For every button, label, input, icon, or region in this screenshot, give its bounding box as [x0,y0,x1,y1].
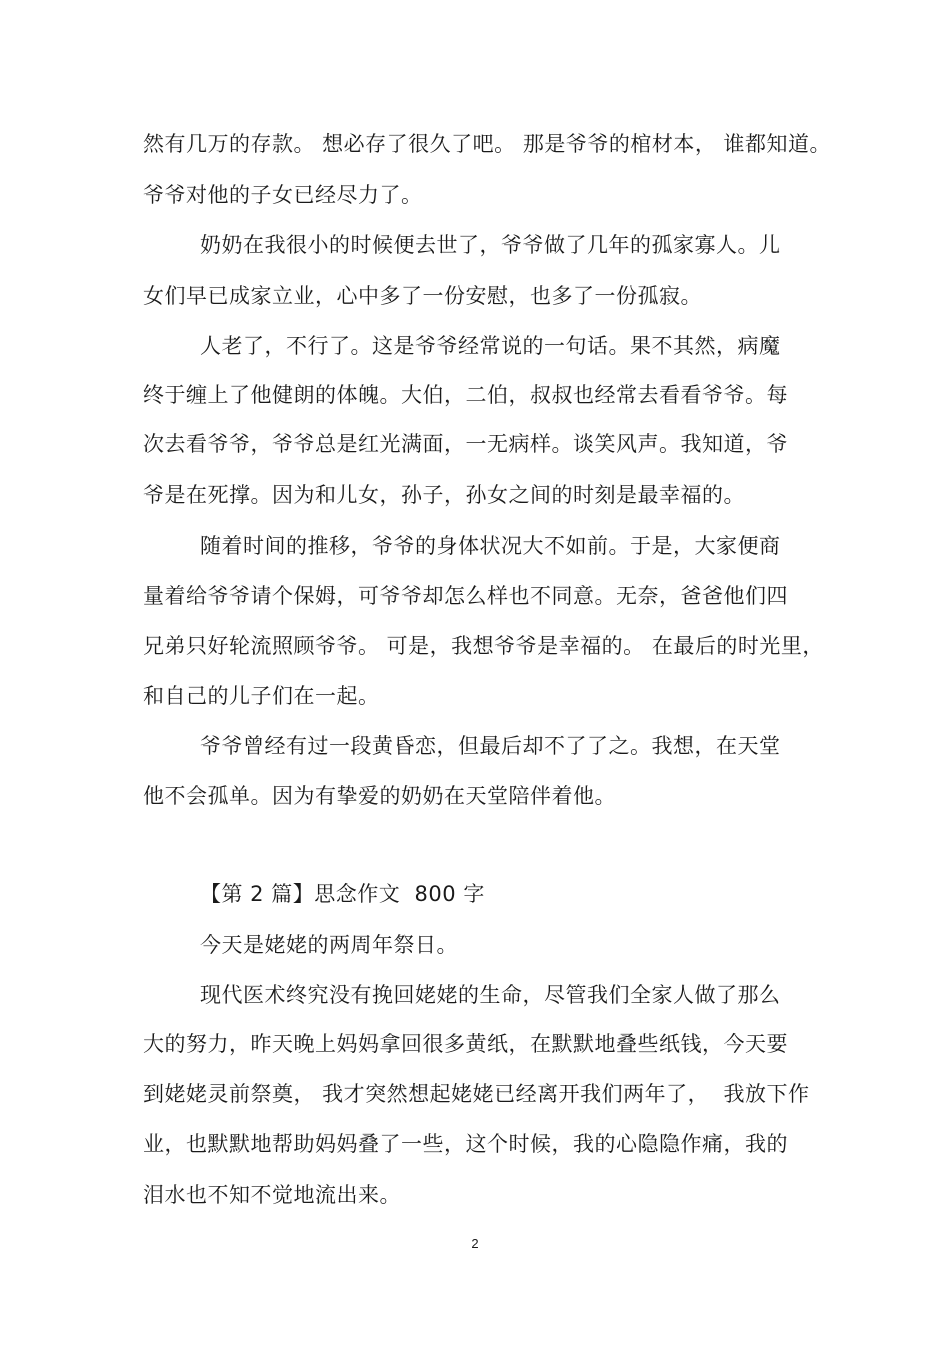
paragraph-3-line-1: 人老了，不行了。这是爷爷经常说的一句话。果不其然，病魔 [200,334,781,358]
page-number: 2 [471,1236,479,1251]
section-paragraph-2-line-5: 泪水也不知不觉地流出来。 [143,1183,401,1207]
section-paragraph-2-line-2: 大的努力，昨天晚上妈妈拿回很多黄纸，在默默地叠些纸钱，今天要 [143,1032,788,1056]
paragraph-2-line-2: 女们早已成家立业，心中多了一份安慰，也多了一份孤寂。 [143,284,702,308]
section-heading: 【第 2 篇】思念作文 800 字 [200,882,485,906]
paragraph-1-line-2: 爷爷对他的子女已经尽力了。 [143,183,423,207]
paragraph-1-line-1: 然有几万的存款。 想必存了很久了吧。 那是爷爷的棺材本， 谁都知道。 [143,132,832,156]
paragraph-4-line-4: 和自己的儿子们在一起。 [143,684,380,708]
paragraph-5-line-2: 他不会孤单。因为有挚爱的奶奶在天堂陪伴着他。 [143,784,616,808]
paragraph-5-line-1: 爷爷曾经有过一段黄昏恋，但最后却不了了之。我想，在天堂 [200,734,781,758]
section-paragraph-1-line-1: 今天是姥姥的两周年祭日。 [200,933,458,957]
paragraph-3-line-2: 终于缠上了他健朗的体魄。大伯，二伯，叔叔也经常去看看爷爷。每 [143,383,788,407]
section-paragraph-2-line-3: 到姥姥灵前祭奠， 我才突然想起姥姥已经离开我们两年了， 我放下作 [143,1082,810,1106]
section-paragraph-2-line-4: 业，也默默地帮助妈妈叠了一些，这个时候，我的心隐隐作痛，我的 [143,1132,788,1156]
paragraph-3-line-4: 爷是在死撑。因为和儿女，孙子，孙女之间的时刻是最幸福的。 [143,483,745,507]
paragraph-4-line-1: 随着时间的推移，爷爷的身体状况大不如前。于是，大家便商 [200,534,781,558]
section-paragraph-2-line-1: 现代医术终究没有挽回姥姥的生命，尽管我们全家人做了那么 [200,983,781,1007]
paragraph-2-line-1: 奶奶在我很小的时候便去世了，爷爷做了几年的孤家寡人。儿 [200,233,781,257]
paragraph-4-line-3: 兄弟只好轮流照顾爷爷。 可是，我想爷爷是幸福的。 在最后的时光里， [143,634,824,658]
paragraph-4-line-2: 量着给爷爷请个保姆，可爷爷却怎么样也不同意。无奈，爸爸他们四 [143,584,788,608]
paragraph-3-line-3: 次去看爷爷，爷爷总是红光满面，一无病样。谈笑风声。我知道，爷 [143,432,788,456]
